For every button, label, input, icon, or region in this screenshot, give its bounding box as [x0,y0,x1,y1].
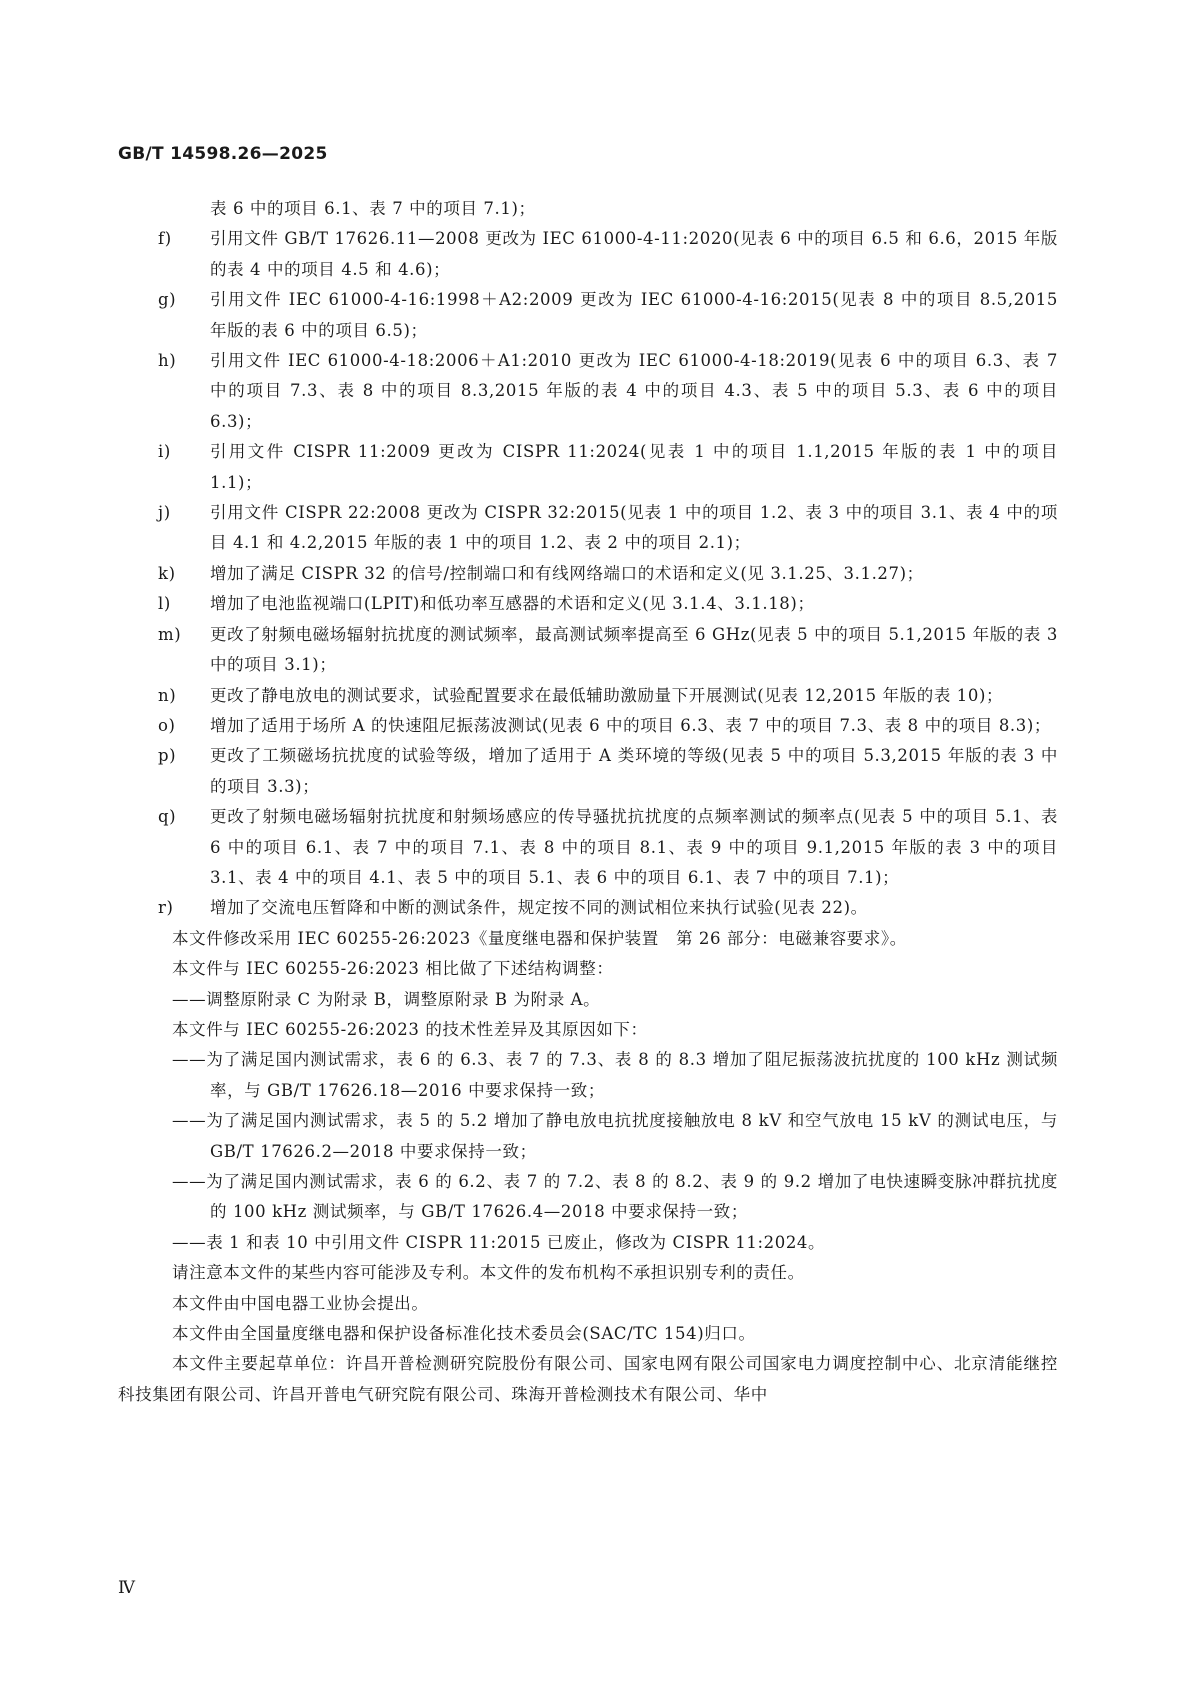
paragraph-drafting-units: 本文件主要起草单位：许昌开普检测研究院股份有限公司、国家电网有限公司国家电力调度控制中心、北京清能继控科技集团有限公司、许昌开普电气研究院有限公司、珠海开普检测技术有限公司、华中 [118,1354,1058,1404]
dash-item-technical: ——为了满足国内测试需求，表 5 的 5.2 增加了静电放电抗扰度接触放电 8 kV 和空气放电 15 kV 的测试电压，与 GB/T 17626.2—2018 中要求保持一致； [172,1111,1058,1161]
list-item-text: 引用文件 CISPR 11:2009 更改为 CISPR 11:2024(见表 1 中的项目 1.1,2015 年版的表 1 中的项目 1.1)； [210,442,1058,492]
paragraph-proposed-by: 本文件由中国电器工业协会提出。 [172,1293,429,1313]
list-marker: o) [158,715,176,735]
foreword-body [118,194,1058,1410]
dash-item-technical: ——为了满足国内测试需求，表 6 的 6.3、表 7 的 7.3、表 8 的 8.3 增加了阻尼振荡波抗扰度的 100 kHz 测试频率，与 GB/T 17626.18—2016 中要求保持一致； [172,1050,1058,1100]
list-item-text: 增加了适用于场所 A 的快速阻尼振荡波测试(见表 6 中的项目 6.3、表 7 中的项目 7.3、表 8 中的项目 8.3)； [210,715,1051,735]
list-item-text: 引用文件 CISPR 22:2008 更改为 CISPR 32:2015(见表 1 中的项目 1.2、表 3 中的项目 3.1、表 4 中的项目 4.1 和 4.2,2015 年版的表 1 中的项目 1.2、表 2 中的项目 2.1)； [210,503,1058,553]
list-item-text: 增加了满足 CISPR 32 的信号/控制端口和有线网络端口的术语和定义(见 3.1.25、3.1.27)； [210,563,924,583]
list-item-text: 更改了射频电磁场辐射抗扰度和射频场感应的传导骚扰抗扰度的点频率测试的频率点(见表 5 中的项目 5.1、表 6 中的项目 6.1、表 7 中的项目 7.1、表 8 中的项目 8.1、表 9 中的项目 9.1,2015 年版的表 3 中的项目 3.1、表 4 中的项目 4.1、表 5 中的项目 5.1、表 6 中的项目 6.1、表 7 中的项目 7.1)； [210,807,1058,887]
list-item-f [118,224,1058,285]
paragraph-adoption: 本文件修改采用 IEC 60255-26:2023《量度继电器和保护装置 第 26 部分：电磁兼容要求》。 [172,928,907,948]
list-item-h [118,346,1058,437]
list-item-l [118,589,1058,619]
paragraph-centralized-by: 本文件由全国量度继电器和保护设备标准化技术委员会(SAC/TC 154)归口。 [172,1324,756,1344]
list-marker: j) [158,503,171,523]
list-item-k [118,559,1058,589]
list-marker: g) [158,290,177,310]
list-item-i [118,437,1058,498]
list-item-text: 引用文件 GB/T 17626.11—2008 更改为 IEC 61000-4-11:2020(见表 6 中的项目 6.5 和 6.6，2015 年版的表 4 中的项目 4.5 和 4.6)； [210,229,1058,279]
list-marker: k) [158,563,176,583]
list-item-g [118,285,1058,346]
list-item-o [118,711,1058,741]
page-number: Ⅳ [118,1578,135,1598]
list-item-q [118,802,1058,893]
list-marker: r) [158,898,174,918]
dash-item-technical: ——表 1 和表 10 中引用文件 CISPR 11:2015 已废止，修改为 CISPR 11:2024。 [172,1232,826,1252]
list-item-continuation: 表 6 中的项目 6.1、表 7 中的项目 7.1)； [210,199,536,218]
paragraph-structural-changes: 本文件与 IEC 60255-26:2023 相比做了下述结构调整： [172,959,614,979]
paragraph-technical-differences: 本文件与 IEC 60255-26:2023 的技术性差异及其原因如下： [172,1019,648,1039]
document-number: GB/T 14598.26—2025 [118,144,328,164]
list-marker: q) [158,807,177,827]
list-marker: f) [158,229,172,249]
dash-item-technical: ——为了满足国内测试需求，表 6 的 6.2、表 7 的 7.2、表 8 的 8.2、表 9 的 9.2 增加了电快速瞬变脉冲群抗扰度的 100 kHz 测试频率，与 GB/T 17626.4—2018 中要求保持一致； [172,1172,1058,1222]
list-item-j [118,498,1058,559]
dash-item-structural: ——调整原附录 C 为附录 B，调整原附录 B 为附录 A。 [172,989,601,1009]
list-item-m [118,620,1058,681]
list-item-text: 更改了工频磁场抗扰度的试验等级，增加了适用于 A 类环境的等级(见表 5 中的项目 5.3,2015 年版的表 3 中的项目 3.3)； [210,746,1058,796]
list-marker: p) [158,746,177,766]
list-marker: i) [158,442,171,462]
list-item-text: 更改了射频电磁场辐射抗扰度的测试频率，最高测试频率提高至 6 GHz(见表 5 中的项目 5.1,2015 年版的表 3 中的项目 3.1)； [210,624,1058,675]
list-marker: l) [158,594,171,614]
paragraph-patent-notice: 请注意本文件的某些内容可能涉及专利。本文件的发布机构不承担识别专利的责任。 [172,1263,805,1283]
list-item-text: 增加了交流电压暂降和中断的测试条件，规定按不同的测试相位来执行试验(见表 22)。 [210,898,868,918]
list-item-n [118,681,1058,711]
list-marker: n) [158,685,177,705]
list-item-r [118,893,1058,923]
list-item-text: 引用文件 IEC 61000-4-16:1998＋A2:2009 更改为 IEC 61000-4-16:2015(见表 8 中的项目 8.5,2015 年版的表 6 中的项目 6.5)； [210,290,1058,340]
list-item-text: 引用文件 IEC 61000-4-18:2006＋A1:2010 更改为 IEC 61000-4-18:2019(见表 6 中的项目 6.3、表 7 中的项目 7.3、表 8 中的项目 8.3,2015 年版的表 4 中的项目 4.3、表 5 中的项目 5.3、表 6 中的项目 6.3)； [210,351,1058,431]
list-item-text: 增加了电池监视端口(LPIT)和低功率互感器的术语和定义(见 3.1.4、3.1.18)； [210,594,815,614]
list-item-p [118,741,1058,802]
list-item-text: 更改了静电放电的测试要求，试验配置要求在最低辅助激励量下开展测试(见表 12,2015 年版的表 10)； [210,685,1004,705]
list-marker: h) [158,351,177,371]
list-marker: m) [158,624,182,644]
